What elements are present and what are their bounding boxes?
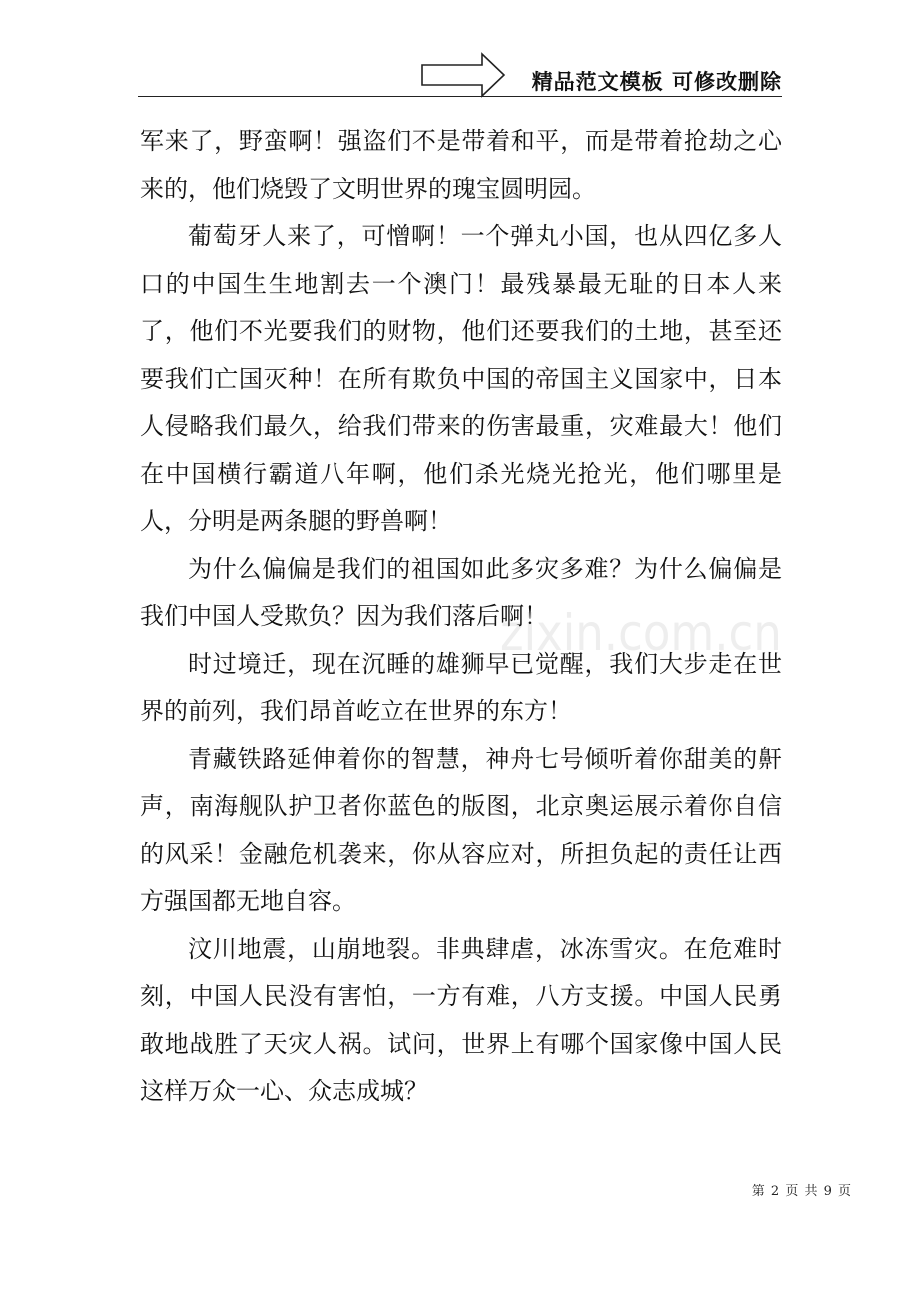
paragraph-3: 为什么偏偏是我们的祖国如此多灾多难？为什么偏偏是我们中国人受欺负？因为我们落后啊！	[140, 554, 782, 630]
header-title: 精品范文模板 可修改删除	[531, 70, 782, 94]
document-body	[140, 118, 782, 1116]
paragraph-4: 时过境迁，现在沉睡的雄狮早已觉醒，我们大步走在世界的前列，我们昂首屹立在世界的东方！	[140, 649, 782, 725]
paragraph-2: 葡萄牙人来了，可憎啊！一个弹丸小国，也从四亿多人口的中国生生地割去一个澳门！最残暴最无耻的日本人来了，他们不光要我们的财物，他们还要我们的土地，甚至还要我们亡国灭种！在所有欺负中国的帝国主义国家中，日本人侵略我们最久，给我们带来的伤害最重，灾难最大！他们在中国横行霸道八年啊，他们杀光烧光抢光，他们哪里是人，分明是两条腿的野兽啊！	[140, 222, 782, 535]
header-arrow-icon	[420, 52, 506, 98]
header-divider	[138, 96, 782, 97]
paragraph-6: 汶川地震，山崩地裂。非典肆虐，冰冻雪灾。在危难时刻，中国人民没有害怕，一方有难，八方支援。中国人民勇敢地战胜了天灾人祸。试问，世界上有哪个国家像中国人民这样万众一心、众志成城？	[140, 934, 782, 1105]
watermark: zixin.com.cn	[500, 604, 782, 662]
paragraph-1: 军来了，野蛮啊！强盗们不是带着和平，而是带着抢劫之心来的，他们烧毁了文明世界的瑰宝圆明园。	[140, 127, 782, 203]
page-number: 第 2 页 共 9 页	[751, 1184, 852, 1199]
paragraph-5: 青藏铁路延伸着你的智慧，神舟七号倾听着你甜美的鼾声，南海舰队护卫者你蓝色的版图，北京奥运展示着你自信的风采！金融危机袭来，你从容应对，所担负起的责任让西方强国都无地自容。	[140, 744, 782, 915]
